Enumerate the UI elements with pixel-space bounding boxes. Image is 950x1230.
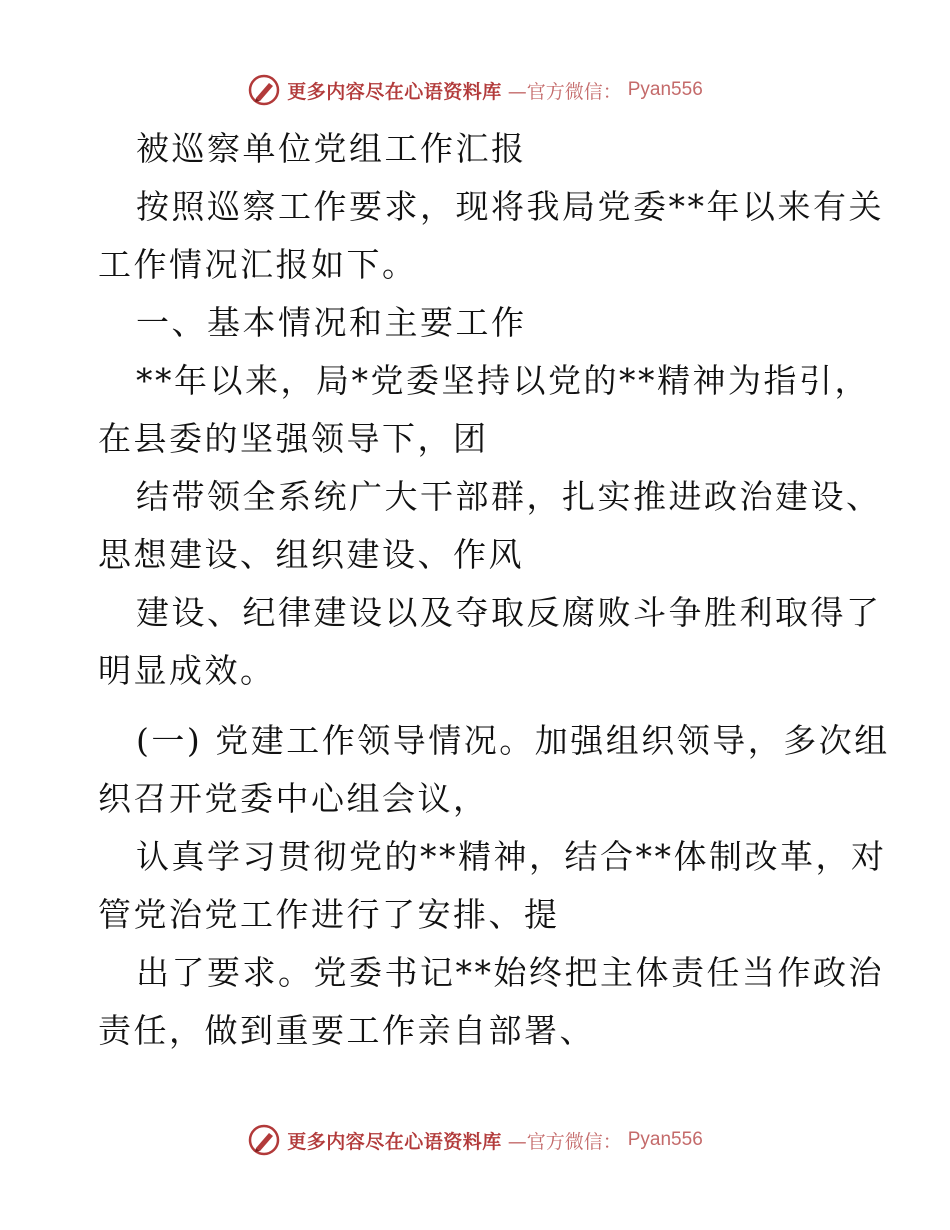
- watermark-separator: —官方微信：: [507, 1130, 622, 1153]
- paragraph-line: 按照巡察工作要求，现将我局党委**年以来有关: [136, 187, 884, 226]
- paragraph-line: 结带领全系统广大干部群，扎实推进政治建设、: [136, 477, 882, 516]
- paragraph-line: 认真学习贯彻党的**精神，结合**体制改革，对: [136, 837, 887, 876]
- header-watermark: [0, 70, 950, 110]
- paragraph-line: 在县委的坚强领导下，团: [98, 419, 489, 458]
- document-body: [98, 120, 890, 1060]
- document-title: 被巡察单位党组工作汇报: [136, 129, 527, 168]
- paragraph-line: 管党治党工作进行了安排、提: [98, 895, 560, 934]
- watermark-handle: Pyan556: [627, 1129, 703, 1150]
- paragraph-line: 责任，做到重要工作亲自部署、: [98, 1011, 595, 1050]
- subsection-line: (一) 党建工作领导情况。加强组织领导，多次组: [136, 721, 890, 760]
- watermark-handle: Pyan556: [627, 79, 703, 100]
- watermark-text: 更多内容尽在心语资料库: [287, 80, 502, 103]
- footer-watermark: [0, 1120, 950, 1160]
- section-heading: 一、基本情况和主要工作: [136, 303, 527, 342]
- pen-logo-icon: [247, 73, 281, 107]
- paragraph-line: **年以来，局*党委坚持以党的**精神为指引，: [136, 361, 870, 400]
- paragraph-line: 建设、纪律建设以及夺取反腐败斗争胜利取得了: [136, 593, 882, 632]
- paragraph-line: 工作情况汇报如下。: [98, 245, 418, 284]
- watermark-separator: —官方微信：: [507, 80, 622, 103]
- paragraph-line: 思想建设、组织建设、作风: [98, 535, 524, 574]
- paragraph-gap: [98, 700, 858, 712]
- paragraph-line: 明显成效。: [98, 651, 276, 690]
- paragraph-line: 出了要求。党委书记**始终把主体责任当作政治: [136, 953, 884, 992]
- watermark-text: 更多内容尽在心语资料库: [287, 1130, 502, 1153]
- paragraph-line: 织召开党委中心组会议，: [98, 779, 489, 818]
- pen-logo-icon: [247, 1123, 281, 1157]
